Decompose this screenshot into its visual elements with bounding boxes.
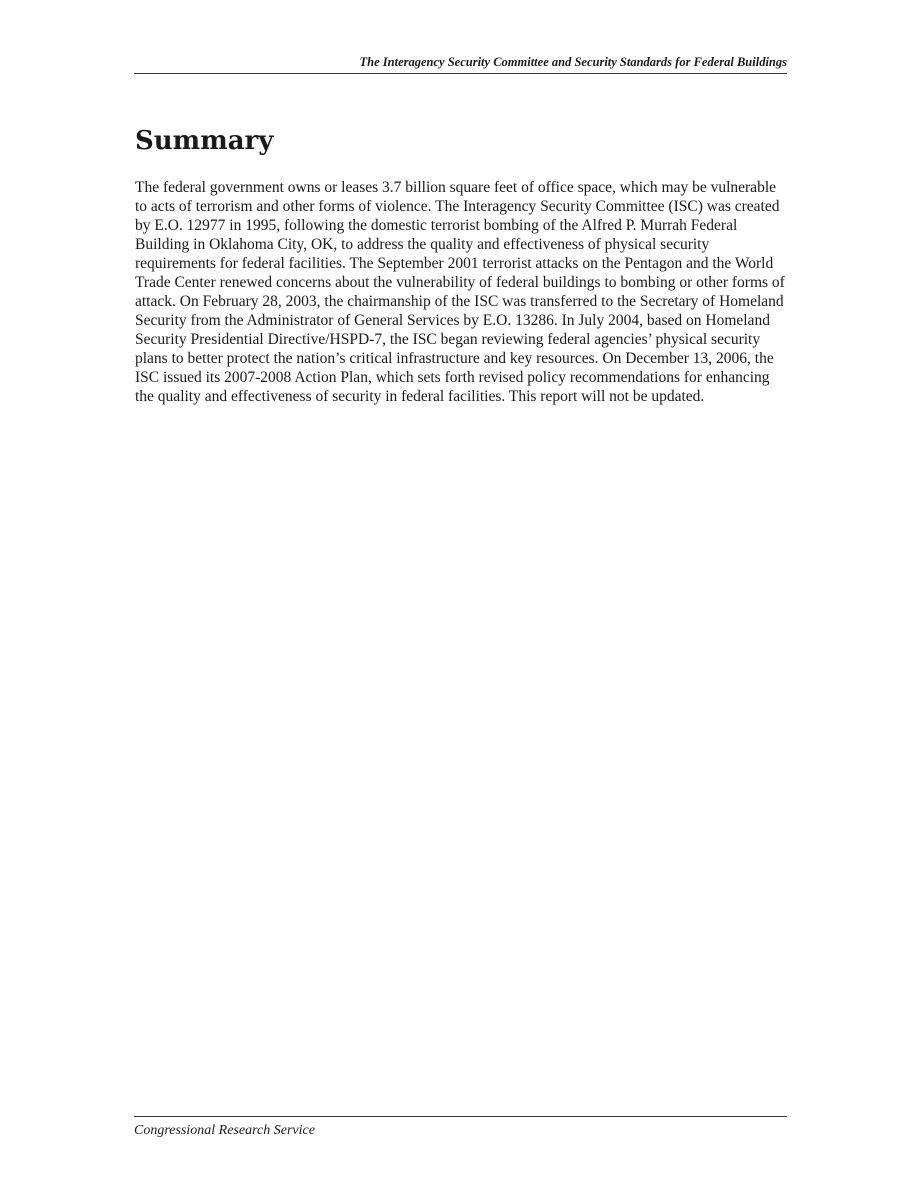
running-header: The Interagency Security Committee and Security Standards for Federal Buildings [134,54,787,74]
summary-paragraph: The federal government owns or leases 3.7 billion square feet of office space, which may be vulnerable to acts of terrorism and other forms of violence. The Interagency Security Committee (ISC) was created by E.O. 12977 in 1995, following the domestic terrorist bombing of the Alfred P. Murrah Federal Building in Oklahoma City, OK, to address the quality and effectiveness of physical security requirements for federal facilities. The September 2001 terrorist attacks on the Pentagon and the World Trade Center renewed concerns about the vulnerability of federal buildings to bombing or other forms of attack. On February 28, 2003, the chairmanship of the ISC was transferred to the Secretary of Homeland Security from the Administrator of General Services by E.O. 13286. In July 2004, based on Homeland Security Presidential Directive/HSPD-7, the ISC began reviewing federal agencies’ physical security plans to better protect the nation’s critical infrastructure and key resources. On December 13, 2006, the ISC issued its 2007-2008 Action Plan, which sets forth revised policy recommendations for enhancing the quality and effectiveness of security in federal facilities. This report will not be updated. [135,179,785,405]
page-title: Summary [135,126,274,156]
running-footer: Congressional Research Service [134,1116,787,1140]
